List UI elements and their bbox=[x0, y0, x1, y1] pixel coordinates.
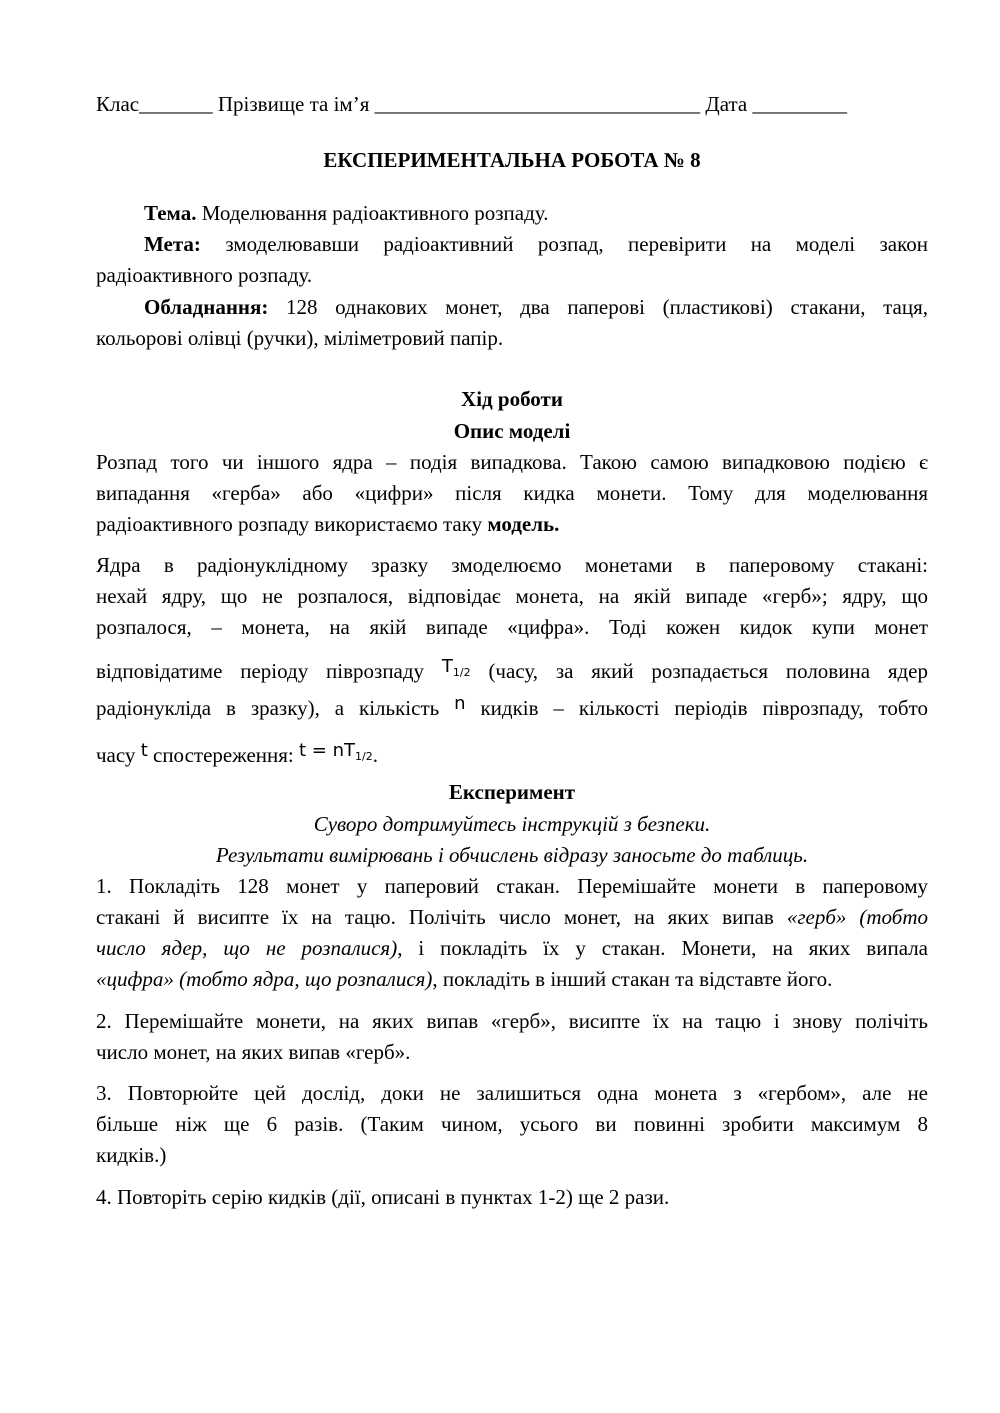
t-symbol: t bbox=[140, 740, 148, 761]
step-2-line-1: 2. Перемішайте монети, на яких випав «герб», висипте їх на тацю і знову полічіть bbox=[96, 1009, 928, 1033]
equipment-line-2: кольорові олівці (ручки), міліметровий папір. bbox=[96, 326, 504, 350]
header-line bbox=[96, 89, 928, 120]
section-heading-model: Опис моделі bbox=[453, 419, 571, 443]
step-1-line-1: 1. Покладіть 128 монет у паперовий стакан. Перемішайте монети в паперовому bbox=[96, 874, 928, 898]
equipment-line-1: Обладнання: 128 однакових монет, два паперові (пластикові) стакани, таця, bbox=[144, 295, 929, 319]
step-1-line-4: «цифра» (тобто ядра, що розпалися), покладіть в інший стакан та відставте його. bbox=[96, 967, 833, 991]
page-title: ЕКСПЕРИМЕНТАЛЬНА РОБОТА № 8 bbox=[323, 148, 701, 172]
results-note: Результати вимірювань і обчислень відразу заносьте до таблиць. bbox=[215, 843, 809, 867]
name-field[interactable]: Прізвище та ім’я _______________________________ bbox=[217, 92, 701, 116]
step-3-line-1: 3. Повторюйте цей дослід, доки не залишиться одна монета з «гербом», але не bbox=[96, 1081, 928, 1105]
step-1-line-2: стакані й висипте їх на тацю. Полічіть число монет, на яких випав «герб» (тобто bbox=[96, 905, 928, 929]
nuclei-para-line-4: відповідатиме періоду піврозпаду $T_{1/2}$ (часу, за який розпадається половина ядер bbox=[96, 656, 928, 683]
nuclei-para-line-2: нехай ядру, що не розпалося, відповідає монета, на якій випаде «герб»; ядру, що bbox=[96, 584, 928, 608]
model-para-line-1: Розпад того чи іншого ядра – подія випадкова. Такою самою випадковою подією є bbox=[96, 450, 928, 474]
goal-line-2: радіоактивного розпаду. bbox=[96, 263, 313, 287]
safety-note: Суворо дотримуйтесь інструкцій з безпеки. bbox=[313, 812, 711, 836]
step-3-line-2: більше ніж ще 6 разів. (Таким чином, усього ви повинні зробити максимум 8 bbox=[96, 1112, 928, 1136]
time-formula: $t = nT_{1/2}$ bbox=[299, 740, 373, 763]
goal-line-1: Мета: змоделювавши радіоактивний розпад, перевірити на моделі закон bbox=[144, 232, 929, 256]
section-heading-experiment: Експеримент bbox=[448, 780, 576, 804]
step-1-line-3: число ядер, що не розпалися), і покладіть їх у стакан. Монети, на яких випала bbox=[96, 936, 928, 960]
nuclei-para-line-5: радіонукліда в зразку), а кількість n кидків – кількості періодів піврозпаду, тобто bbox=[96, 693, 929, 720]
n-symbol: n bbox=[454, 693, 466, 714]
half-life-symbol: $T_{1/2}$ bbox=[441, 656, 471, 679]
date-field[interactable]: Дата _________ bbox=[705, 92, 847, 116]
section-heading-progress: Хід роботи bbox=[461, 387, 563, 411]
nuclei-para-line-1: Ядра в радіонуклідному зразку змоделюємо монетами в паперовому стакані: bbox=[96, 553, 928, 577]
step-4-line-1: 4. Повторіть серію кидків (дії, описані в пунктах 1-2) ще 2 рази. bbox=[96, 1185, 670, 1209]
model-para-line-3: радіоактивного розпаду використаємо таку модель. bbox=[96, 512, 560, 536]
step-3-line-3: кидків.) bbox=[96, 1143, 167, 1167]
model-para-line-2: випадання «герба» або «цифри» після кидка монети. Тому для моделювання bbox=[96, 481, 928, 505]
class-field[interactable]: Клас_______ bbox=[96, 92, 213, 116]
step-2-line-2: число монет, на яких випав «герб». bbox=[96, 1040, 411, 1064]
nuclei-para-line-6: часу t спостереження: $t = nT_{1/2}$. bbox=[96, 740, 378, 767]
nuclei-para-line-3: розпалося, – монета, на якій випаде «цифра». Тоді кожен кидок купи монет bbox=[96, 615, 928, 639]
topic: Тема. Моделювання радіоактивного розпаду. bbox=[144, 201, 549, 225]
